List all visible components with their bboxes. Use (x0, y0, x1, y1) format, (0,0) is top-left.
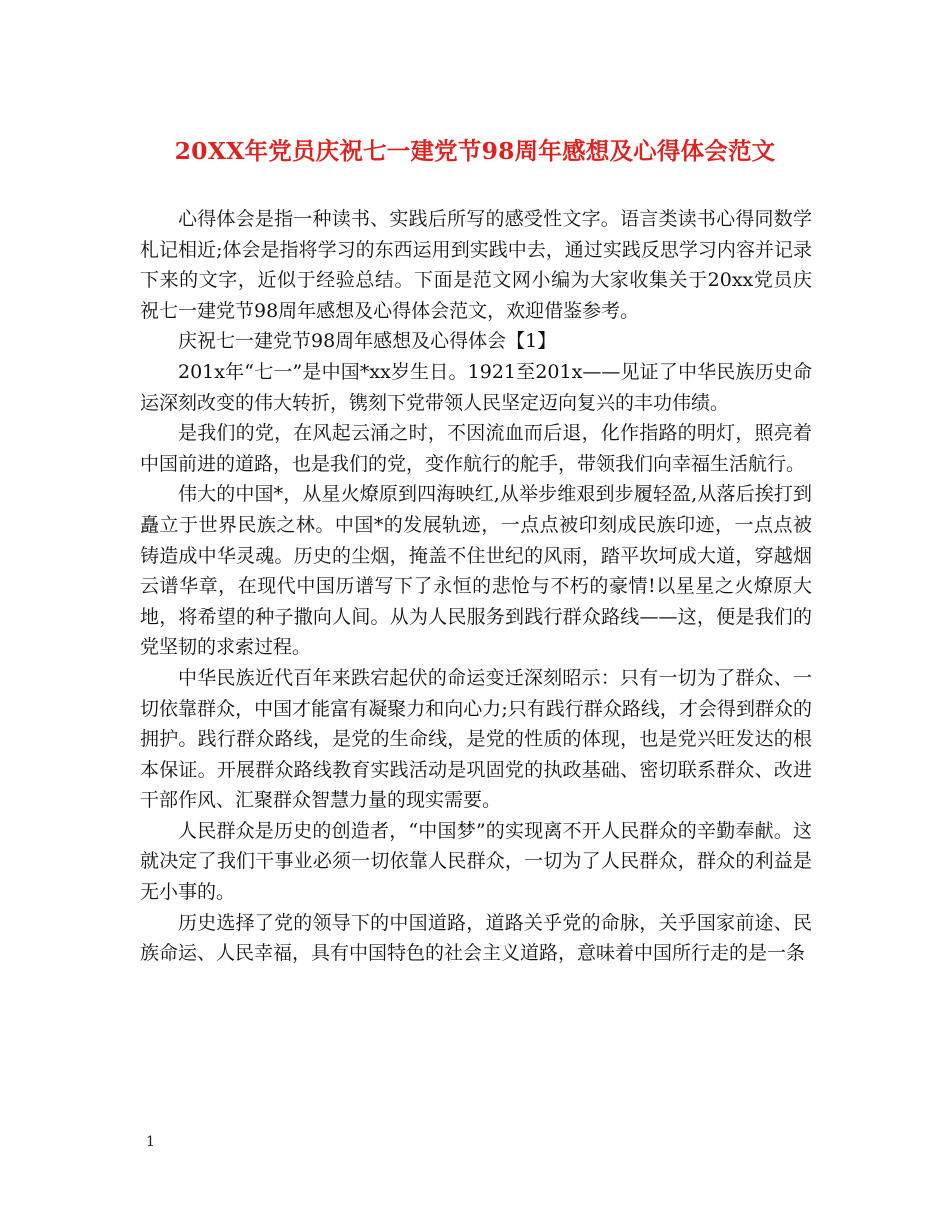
body-paragraph: 中华民族近代百年来跌宕起伏的命运变迁深刻昭示：只有一切为了群众、一切依靠群众，中国才能富有凝聚力和向心力;只有践行群众路线，才会得到群众的拥护。践行群众路线，是党的生命线，是党的性质的体现，也是党兴旺发达的根本保证。开展群众路线教育实践活动是巩固党的执政基础、密切联系群众、改进干部作风、汇聚群众智慧力量的现实需要。 (140, 666, 812, 812)
intro-paragraph: 心得体会是指一种读书、实践后所写的感受性文字。语言类读书心得同数学札记相近;体会是指将学习的东西运用到实践中去，通过实践反思学习内容并记录下来的文字，近似于经验总结。下面是范文网小编为大家收集关于20xx党员庆祝七一建党节98周年感想及心得体会范文，欢迎借鉴参考。 (140, 208, 812, 322)
body-paragraph: 伟大的中国*，从星火燎原到四海映红,从举步维艰到步履轻盈,从落后挨打到矗立于世界民族之林。中国*的发展轨迹，一点点被印刻成民族印迹，一点点被铸造成中华灵魂。历史的尘烟，掩盖不住世纪的风雨，踏平坎坷成大道，穿越烟云谱华章，在现代中国历谱写下了永恒的悲怆与不朽的豪情!以星星之火燎原大地，将希望的种子撒向人间。从为人民服务到践行群众路线——这，便是我们的党坚韧的求索过程。 (140, 483, 812, 659)
section-heading: 庆祝七一建党节98周年感想及心得体会【1】 (178, 330, 557, 353)
body-paragraph: 是我们的党，在风起云涌之时，不因流血而后退，化作指路的明灯，照亮着中国前进的道路，也是我们的党，变作航行的舵手，带领我们向幸福生活航行。 (140, 422, 812, 475)
body-paragraph: 201x年“七一”是中国*xx岁生日。1921至201x——见证了中华民族历史命运深刻改变的伟大转折，镌刻下党带领人民坚定迈向复兴的丰功伟绩。 (140, 360, 812, 414)
document-title: 20XX年党员庆祝七一建党节98周年感想及心得体会范文 (174, 137, 776, 165)
body-paragraph: 人民群众是历史的创造者，“中国梦”的实现离不开人民群众的辛勤奉献。这就决定了我们干事业必须一切依靠人民群众，一切为了人民群众，群众的利益是无小事的。 (140, 819, 812, 904)
page-number: 1 (146, 1134, 155, 1150)
body-paragraph: 历史选择了党的领导下的中国道路，道路关乎党的命脉，关乎国家前途、民族命运、人民幸福，具有中国特色的社会主义道路，意味着中国所行走的是一条 (140, 911, 812, 965)
document-body (140, 204, 812, 969)
